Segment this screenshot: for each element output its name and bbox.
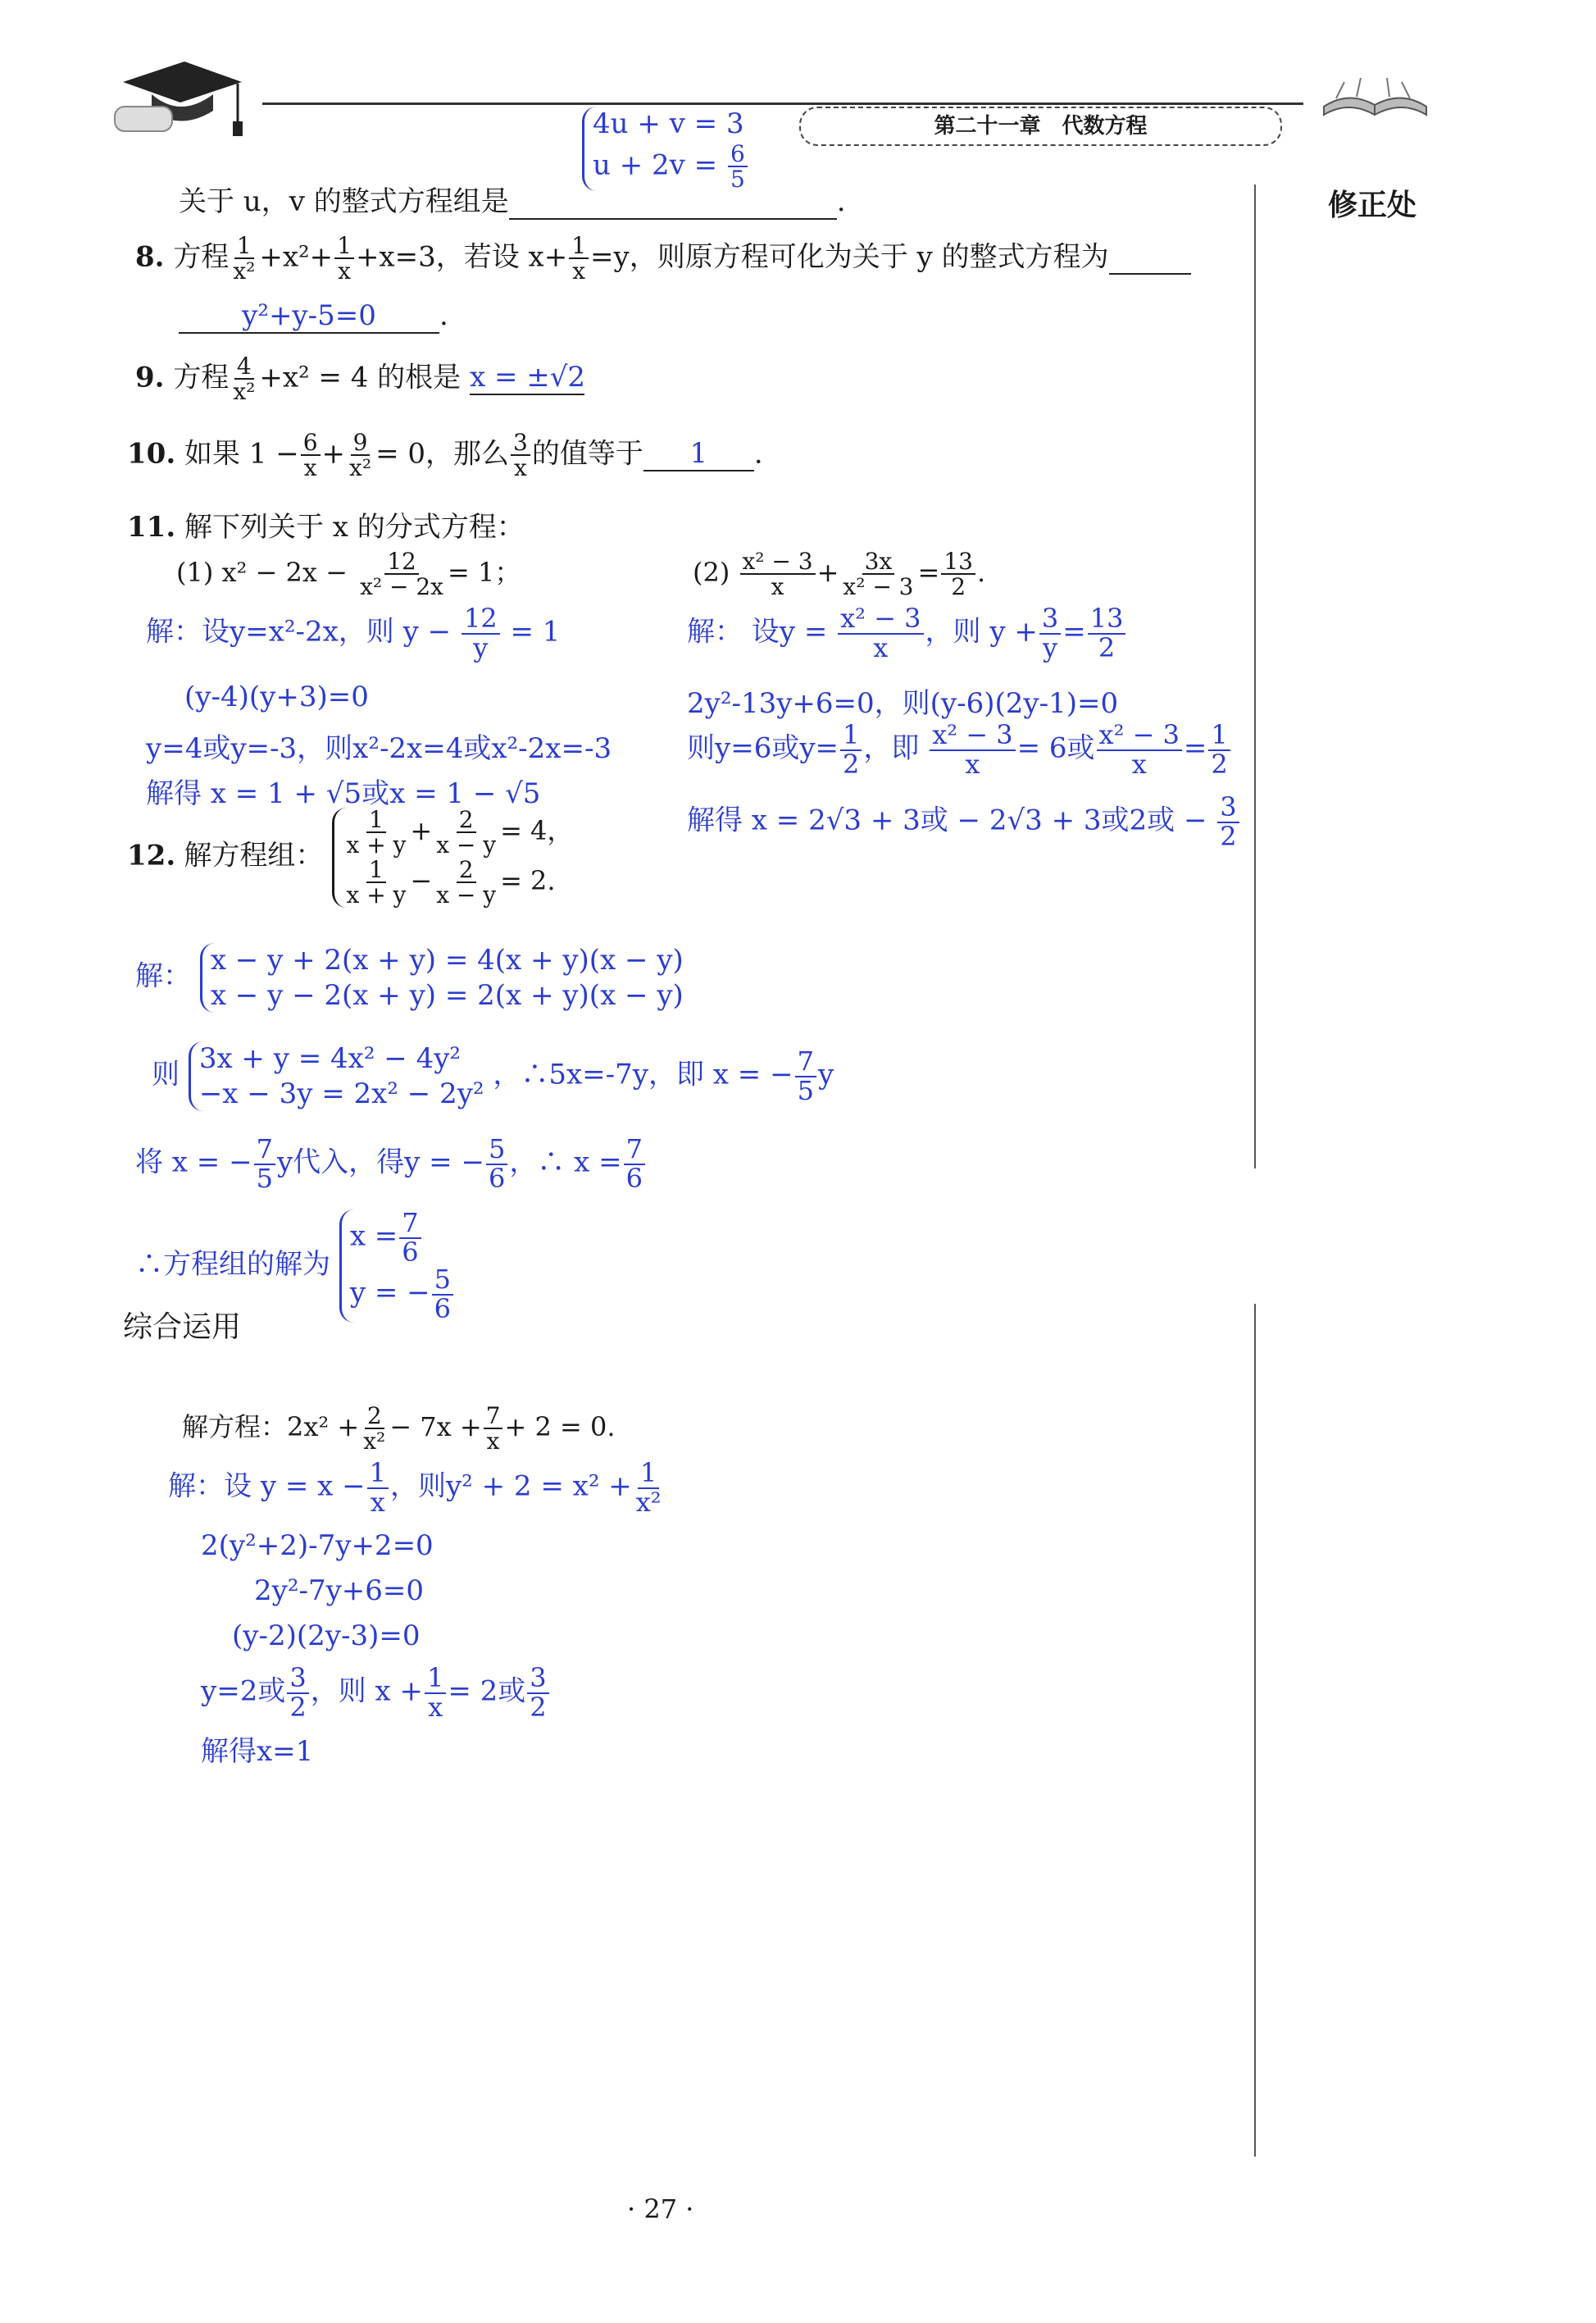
q12-sol-system1: 解： x − y + 2(x + y) = 4(x + y)(x − y) x − y − 2(x + y) = 2(x + y)(x − y) (135, 944, 684, 1012)
q13-sol-line1: 解：设 y = x − $\frac{1}{x}$ ，则y² + 2 = x² + $\frac{1}{\text{x²}}$ (168, 1457, 662, 1518)
section-title: 综合运用 (123, 1310, 242, 1344)
q7-answer-system: 4u + v = 3 u + 2v = $\frac{6}{5}$ (582, 107, 749, 191)
open-book-icon (1320, 66, 1430, 123)
q8: 8. 方程 $\frac{1}{\text{x²}}$ +x²+ $\frac{1}{x}$ +x=3，若设 x+ $\frac{1}{x}$ =y，则原方程可化为关于 y 的整式方程为 (135, 234, 1191, 284)
q11-part2: (2) $\frac{\text{x² − 3}}{x}$ + $\frac{3x}{\text{x² − 3}}$ = $\frac{13}{2}$ . (693, 548, 986, 601)
q13-sol-line2: 2(y²+2)-7y+2=0 (201, 1529, 434, 1562)
q13-sol-line6: 解得x=1 (201, 1735, 314, 1768)
q11-part1: (1) x² − 2x − $\frac{12}{\text{x² − 2x}}$ = 1； (176, 548, 521, 601)
correction-column-divider-upper (1254, 184, 1256, 1168)
q11-sol1-line1: 解：设y=x²-2x，则 y − $\frac{12}{y}$ = 1 (146, 603, 561, 663)
correction-column-divider-lower (1254, 1304, 1256, 2157)
q10: 10. 如果 1 − $\frac{6}{x}$ + $\frac{9}{\text{x²}}$ = 0，那么 $\frac{3}{x}$ 的值等于 1 . (127, 429, 763, 482)
q12-prompt: 12. 解方程组： $\frac{1}{x + y}$ + $\frac{2}{x - y}$ = 4， $\frac{1}{x + y}$ − $\frac{2}{x - y}$ = 2. (127, 806, 574, 909)
q8-answer: y²+y-5=0 . (179, 299, 448, 334)
q11-sol1-line2: (y-4)(y+3)=0 (184, 681, 369, 713)
q7-intro: 关于 u，v 的整式方程组是 . (179, 185, 846, 218)
q11-prompt: 11. 解下列关于 x 的分式方程： (127, 511, 525, 544)
page-number: · 27 · (627, 2193, 694, 2225)
q11-sol1-line3: y=4或y=-3，则x²-2x=4或x²-2x=-3 (146, 732, 612, 765)
q12-sol-substitute: 将 x = − $\frac{7}{5}$ y代入，得y = − $\frac{5}{6}$ ，∴ x = $\frac{7}{6}$ (135, 1136, 647, 1192)
chapter-banner: 第二十一章 代数方程 (799, 107, 1282, 146)
q13-sol-line3: 2y²-7y+6=0 (254, 1574, 425, 1607)
header-rule (262, 102, 1303, 105)
q13-sol-line4: (y-2)(2y-3)=0 (232, 1619, 421, 1652)
q9: 9. 方程 $\frac{4}{\text{x²}}$ +x² = 4 的根是 x = ±√2 (135, 353, 586, 406)
q12-sol-final: ∴方程组的解为 x = $\frac{7}{6}$ y = − $\frac{5}{6}$ (135, 1209, 455, 1323)
correction-column-label: 修正处 (1328, 189, 1417, 222)
q11-sol2-line4: 解得 x = 2√3 + 3或 − 2√3 + 3或2或 − $\frac{3}{2}$ (687, 794, 1241, 850)
q12-sol-system2: 则 3x + y = 4x² − 4y² −x − 3y = 2x² − 2y² ，∴5x=-7y，即 x = − $\frac{7}{5}$ y (152, 1042, 834, 1110)
q11-sol1-line4: 解得 x = 1 + √5或x = 1 − √5 (146, 777, 541, 810)
q11-sol2-line2: 2y²-13y+6=0，则(y-6)(2y-1)=0 (687, 687, 1119, 720)
q13-prompt: 解方程：2x² + $\frac{2}{\text{x²}}$ − 7x + $\frac{7}{x}$ + 2 = 0. (182, 1402, 616, 1455)
q13-sol-line5: y=2或 $\frac{3}{2}$ ，则 x + $\frac{1}{x}$ = 2或 $\frac{3}{2}$ (201, 1665, 551, 1721)
graduation-cap-icon (107, 49, 246, 148)
q11-sol2-line3: 则y=6或y= $\frac{1}{2}$ ，即 $\frac{\text{x² − 3}}{x}$ = 6或 $\frac{\text{x² − 3}}{x}$ = $\frac{1}{2}$ (687, 722, 1232, 778)
q11-sol2-line1: 解： 设y = $\frac{\text{x² − 3}}{x}$ ，则 y + $\frac{3}{y}$ = $\frac{13}{2}$ (687, 605, 1127, 662)
